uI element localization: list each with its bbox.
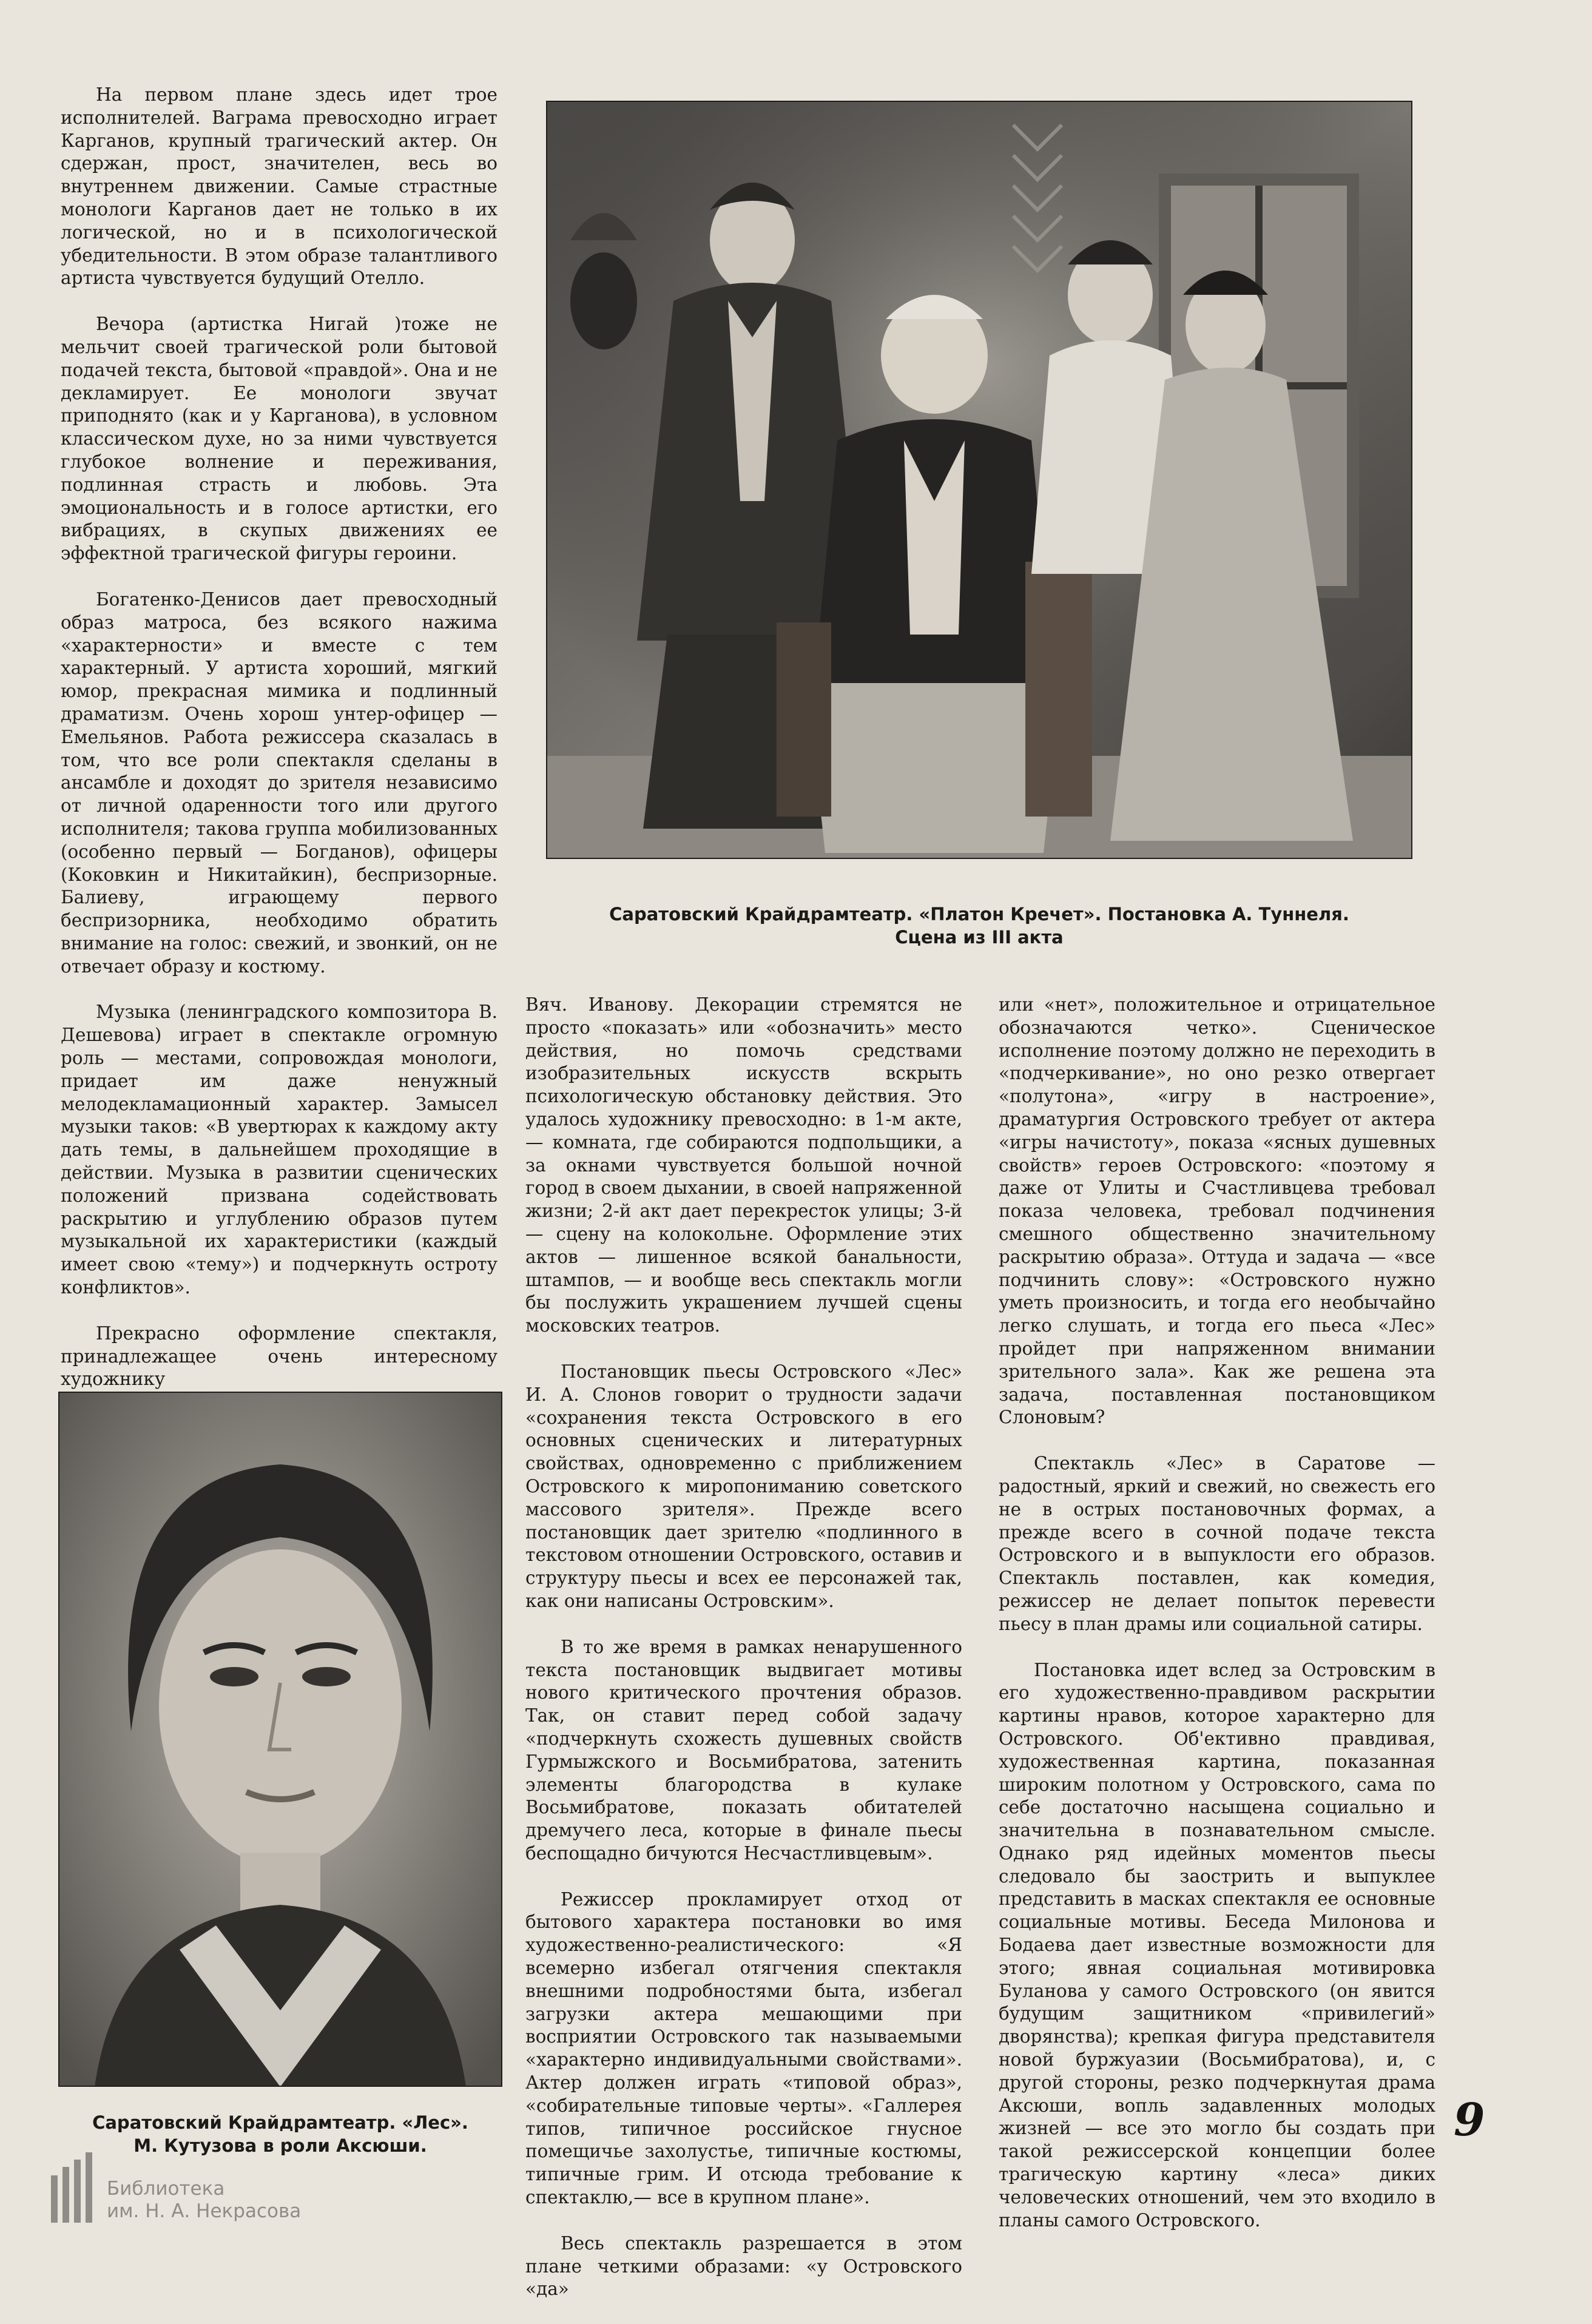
paragraph: Вечора (артистка Нигай )тоже не мельчит своей трагической роли бытовой подачей текста, бытовой «правдой». Она и не декламирует. Ее монологи звучат приподнято (как и у Карганова), в условном классическом духе, но за ними чувствуется глубокое волнение и переживания, подлинная страсть и любовь. Эта эмоциональность и в голосе артистки, его вибрациях, в скупых движениях ее эффектной трагической фигуры героини.: [61, 314, 498, 564]
library-name-line: Библиотека: [107, 2178, 225, 2200]
page-number: 9: [1454, 2094, 1485, 2146]
right-text-column: [999, 994, 1435, 2255]
paragraph: Прекрасно оформление спектакля, принадлежащее очень интересному художнику: [61, 1322, 498, 1390]
library-logo-icon: [51, 2152, 97, 2223]
paragraph: Спектакль «Лес» в Саратове — радостный, яркий и свежий, но свежесть его не в острых постановочных формах, а прежде всего в сочной подаче текста Островского и в выпуклости его образов. Спектакль поставлен, как комедия, режиссер не делает попыток перевести пьесу в план драмы или социальной сатиры.: [999, 1453, 1435, 1634]
middle-text-column: [525, 994, 962, 2324]
scene-photo-illustration: [546, 101, 1412, 859]
caption-line: Саратовский Крайдрамтеатр. «Платон Кречет». Постановка А. Туннеля.: [609, 904, 1349, 925]
caption-line: М. Кутузова в роли Аксюши.: [133, 2135, 427, 2156]
portrait-photo: [58, 1392, 502, 2087]
paragraph: Режиссер прокламирует отход от бытового характера постановки во имя художественно-реалистического: «Я всемерно избегал отягчения спектакля внешними подробностями быта, избегал загрузки актера мешающими при восприятии Островского так называемыми «характерно индивидуальными свойствами». Актер должен играть «типовой образ», «собирательные типовые черты». «Галлерея типов, типичное российское гнусное помещичье захолустье, типичные костюмы, типичные грим. И отсюда требование к спектаклю,— все в крупном плане».: [525, 1888, 962, 2208]
caption-line: Саратовский Крайдрамтеатр. «Лес».: [92, 2112, 468, 2133]
scene-photo-caption: [546, 903, 1412, 949]
paragraph: Постановка идет вслед за Островским в его художественно-правдивом раскрытии картины нравов, которое характерно для Островского. Об'ективно правдивая, художественная картина, показанная широким полотном у Островского, сама по себе достаточно насыщена социально и значительна в познавательном смысле. Однако ряд идейных моментов пьесы следовало бы заострить и выпуклее представить в масках спектакля ее основные социальные мотивы. Беседа Милонова и Бодаева дает известные возможности для этого; явная социальная мотивировка Буланова у самого Островского (он явится будущим защитником «привилегий» дворянства); крепкая фигура представителя новой буржуазии (Восьмибратова), и, с другой стороны, резко подчеркнутая драма Аксюши, вопль задавленных молодых жизней — все это могло бы создать при такой режиссерской концепции более трагическую картину «леса» диких человеческих отношений, чем это входило в планы самого Островского.: [999, 1659, 1435, 2231]
scene-photo: [546, 101, 1412, 859]
paragraph: Весь спектакль разрешается в этом плане четкими образами: «у Островского «да»: [525, 2232, 962, 2300]
paragraph: Богатенко-Денисов дает превосходный образ матроса, без всякого нажима «характерности» и вместе с тем характерный. У артиста хороший, мягкий юмор, прекрасная мимика и подлинный драматизм. Очень хорош унтер-офицер — Емельянов. Работа режиссера сказалась в том, что все роли спектакля сделаны в ансамбле и доходят до зрителя независимо от личной одаренности того или другого исполнителя; такова группа мобилизованных (особенно первый — Богданов), офицеры (Коковкин и Никитайкин), беспризорные. Балиеву, играющему первого беспризорника, необходимо обратить внимание на голос: свежий, и звонкий, он не отвечает образу и костюму.: [61, 588, 498, 977]
library-name-line: им. Н. А. Некрасова: [107, 2200, 302, 2222]
portrait-caption: [58, 2111, 502, 2157]
paragraph: На первом плане здесь идет трое исполнителей. Ваграма превосходно играет Карганов, крупный трагический актер. Он сдержан, прост, значителен, весь во внутреннем движении. Самые страстные монологи Карганов дает не только в их логической, но и в психологической убедительности. В этом образе талантливого артиста чувствуется будущий Отелло.: [61, 84, 498, 289]
paragraph: Вяч. Иванову. Декорации стремятся не просто «показать» или «обозначить» место действия, но помочь средствами изобразительных искусств вскрыть психологическую обстановку действия. Это удалось художнику превосходно: в 1-м акте, — комната, где собираются подпольщики, а за окнами чувствуется большой ночной город в своем дыхании, в своей напряженной жизни; 2-й акт дает перекресток улицы; 3-й — сцену на колокольне. Оформление этих актов — лишенное всякой банальности, штампов, — и вообще весь спектакль могли бы послужить украшением лучшей сцены московских театров.: [525, 994, 962, 1336]
library-text: [107, 2178, 301, 2223]
paragraph: Музыка (ленинградского композитора В. Дешевова) играет в спектакле огромную роль — местами, сопровождая монологи, придает им даже ненужный мелодекламационный характер. Замысел музыки таков: «В увертюрах к каждому акту дать темы, в дальнейшем проходящие в действии. Музыка в развитии сценических положений призвана содействовать раскрытию и углублению образов путем музыкальной их характеристики (каждый имеет свою «тему») и подчеркнуть остроту конфликтов».: [61, 1002, 498, 1298]
left-text-column: [61, 84, 498, 1414]
caption-line: Сцена из III акта: [895, 927, 1064, 948]
portrait-photo-illustration: [58, 1392, 502, 2087]
paragraph: или «нет», положительное и отрицательное обозначаются четко». Сценическое исполнение поэтому должно не переходить в «подчеркивание», но оно резко отвергает «полутона», «игру в настроение», драматургия Островского требует от актера «игры начистоту», показа «ясных душевных свойств» героев Островского: «поэтому я даже от Улиты и Счастливцева требовал показа человека, требовал подчинения смешного общественно значительному раскрытию образа». Оттуда и задача — «все подчинить слову»: «Островского нужно уметь произносить, и тогда его необычайно легко слушать, и тогда его пьеса «Лес» пройдет при напряженном внимании зрительного зала». Как же решена эта задача, поставленная постановщиком Слоновым?: [999, 994, 1435, 1428]
paragraph: В то же время в рамках ненарушенного текста постановщик выдвигает мотивы нового критического прочтения образов. Так, он ставит перед собой задачу «подчеркнуть схожесть душевных свойств Гурмыжского и Восьмибратова, затенить элементы благородства в кулаке Восьмибратове, показать обитателей дремучего леса, которые в финале пьесы беспощадно бичуются Несчастливцевым».: [525, 1636, 962, 1864]
paragraph: Постановщик пьесы Островского «Лес» И. А. Слонов говорит о трудности задачи «сохранения текста Островского в его основных сценических и литературных свойствах, одновременно с приближением Островского к миропониманию советского массового зрителя». Прежде всего постановщик дает зрителю «подлинного в текстовом отношении Островского, оставив и структуру пьесы и всех ее персонажей так, как они написаны Островским».: [525, 1361, 962, 1611]
library-watermark: [51, 2152, 301, 2223]
